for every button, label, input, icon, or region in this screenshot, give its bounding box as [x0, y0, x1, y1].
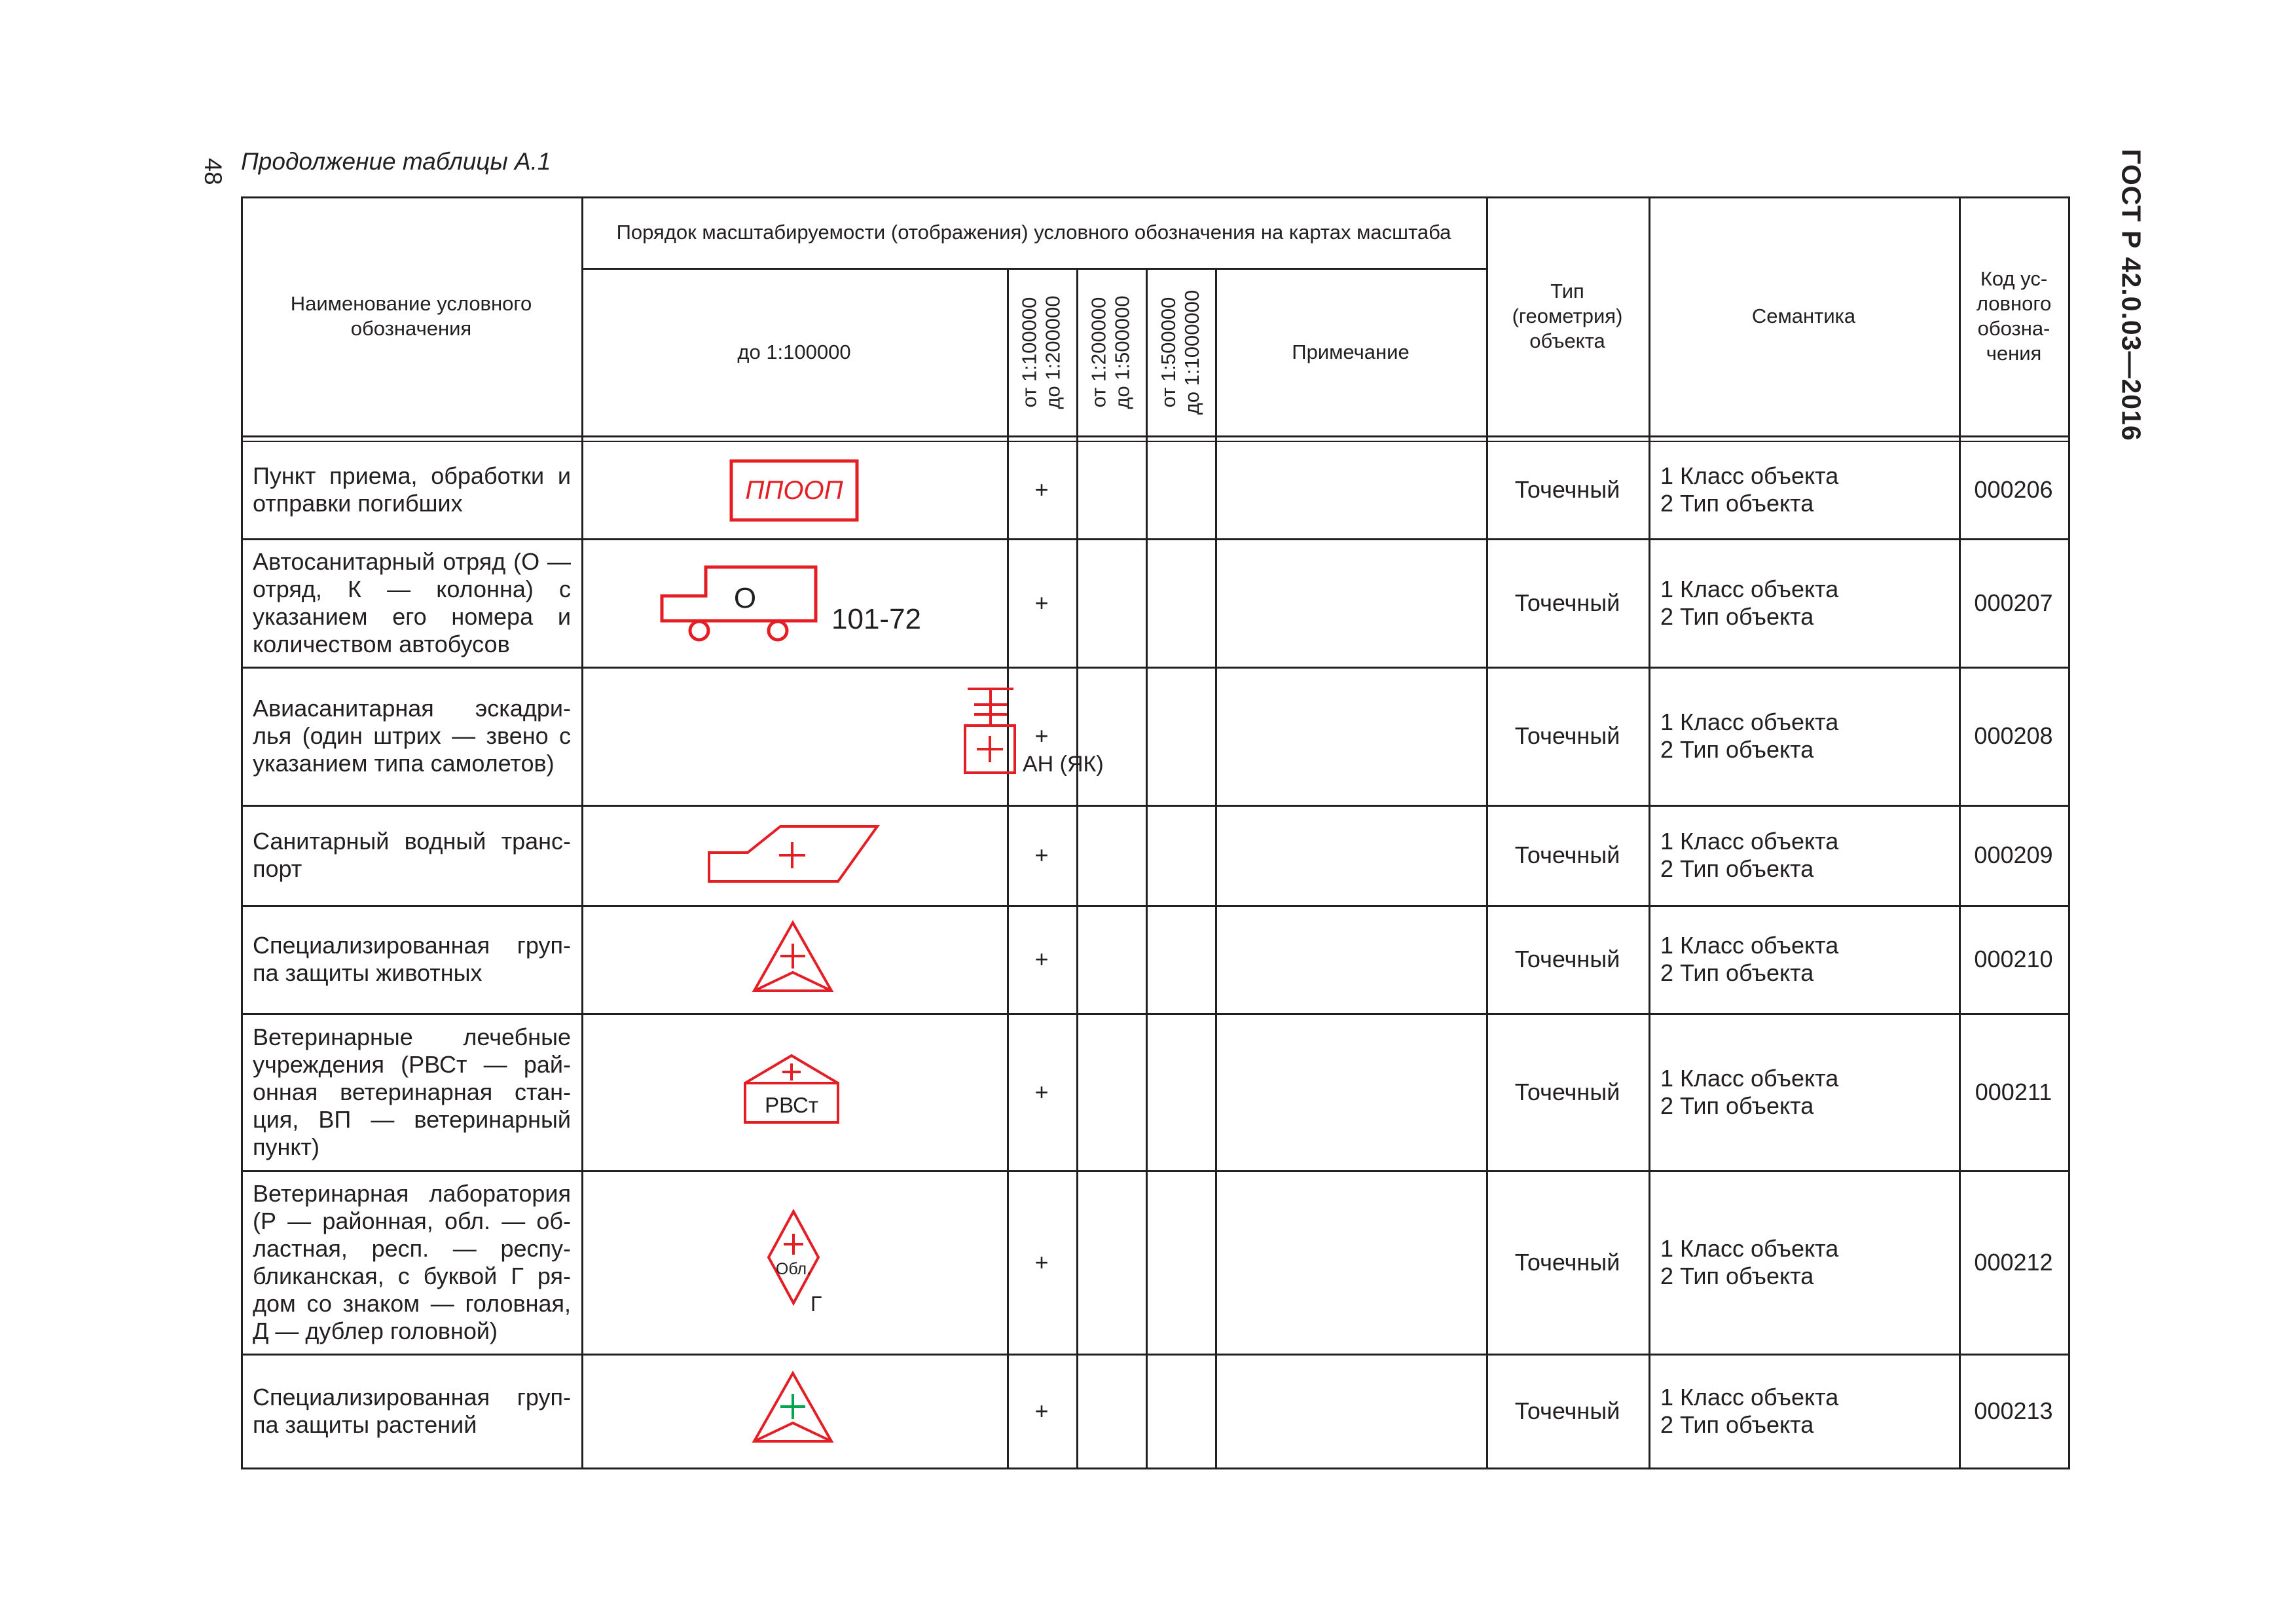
row-mark: + — [1034, 476, 1049, 503]
symbol-label: О — [733, 582, 757, 614]
row-semantics: 1 Класс объекта 2 Тип объекта — [1660, 1383, 1839, 1438]
bus-icon — [660, 563, 935, 648]
row-semantics: 1 Класс объекта 2 Тип объекта — [1660, 1234, 1839, 1289]
triangle-cross-icon — [752, 920, 834, 993]
row-code: 000209 — [1974, 841, 2053, 868]
row-type: Точечный — [1514, 946, 1620, 972]
header-scale-3: от 1:200000 до 1:500000 — [1087, 295, 1134, 409]
row-name: Специализированная груп-па защиты животных — [253, 932, 571, 986]
header-scale-1: до 1:100000 — [737, 341, 851, 363]
row-mark: + — [1034, 722, 1049, 749]
diamond-lab-icon — [766, 1209, 838, 1319]
symbol-label: РВСт — [765, 1093, 818, 1117]
header-note: Примечание — [1292, 341, 1410, 363]
row-type: Точечный — [1514, 841, 1620, 868]
row-type: Точечный — [1514, 1397, 1620, 1424]
row-mark: + — [1034, 841, 1049, 868]
standard-code-text: ГОСТ Р 42.0.03—2016 — [2116, 148, 2147, 441]
symbols-table — [241, 196, 2070, 1469]
header-scale-2: от 1:100000 до 1:200000 — [1018, 295, 1065, 409]
water-transport-icon — [707, 824, 880, 884]
row-semantics: 1 Класс объекта 2 Тип объекта — [1660, 462, 1839, 517]
symbol-label: ППООП — [745, 476, 843, 505]
page-number: 48 — [200, 158, 227, 185]
row-name: Специализированная груп-па защиты растений — [253, 1383, 571, 1438]
row-type: Точечный — [1514, 476, 1620, 503]
row-code: 000207 — [1974, 589, 2053, 616]
symbol-suffix: Г — [811, 1292, 822, 1316]
standard-code — [2102, 124, 2160, 465]
symbol-label: АН (ЯК) — [1023, 752, 1104, 777]
row-type: Точечный — [1514, 722, 1620, 749]
symbol-number: 101-72 — [831, 603, 922, 635]
row-name: Авиасанитарная эскадри-лья (один штрих — звено с указанием типа самолетов) — [253, 695, 571, 777]
row-semantics: 1 Класс объекта 2 Тип объекта — [1660, 828, 1839, 882]
vet-station-icon — [743, 1053, 840, 1125]
symbol-ppoop — [730, 460, 858, 521]
row-type: Точечный — [1514, 1248, 1620, 1276]
row-semantics: 1 Класс объекта 2 Тип объекта — [1660, 932, 1839, 986]
header-semantics: Семантика — [1751, 304, 1856, 327]
row-code: 000210 — [1974, 946, 2053, 972]
triangle-green-cross-icon — [752, 1371, 834, 1444]
row-mark: + — [1034, 946, 1049, 972]
row-name: Ветеринарные лечебные учреждения (РВСт — рай-онная ветеринарная стан-ция, ВП — ветеринарный пункт) — [253, 1023, 571, 1160]
row-semantics: 1 Класс объекта 2 Тип объекта — [1660, 1064, 1839, 1119]
row-name: Пункт приема, обработки и отправки погибших — [253, 462, 571, 517]
air-medical-icon — [961, 685, 1118, 793]
row-code: 000206 — [1974, 476, 2053, 503]
header-scale-4: от 1:500000 до 1:1000000 — [1157, 289, 1204, 415]
row-name: Ветеринарная лаборатория (Р — районная, обл. — об-ластная, респ. — респу-бликанская, с буквой Г ря-дом со знаком — головная, Д — дублер головной) — [253, 1179, 571, 1344]
row-code: 000213 — [1974, 1397, 2053, 1424]
row-code: 000211 — [1975, 1078, 2052, 1105]
row-type: Точечный — [1514, 1078, 1620, 1105]
header-scale-group: Порядок масштабируемости (отображения) условного обозначения на картах масштаба — [616, 221, 1451, 244]
header-code: Код ус-ловного обозна-чения — [1976, 267, 2052, 365]
row-semantics: 1 Класс объекта 2 Тип объекта — [1660, 575, 1839, 630]
row-type: Точечный — [1514, 589, 1620, 616]
row-code: 000212 — [1974, 1248, 2053, 1276]
row-semantics: 1 Класс объекта 2 Тип объекта — [1660, 709, 1839, 763]
header-type: Тип (геометрия) объекта — [1512, 280, 1623, 352]
table-caption: Продолжение таблицы А.1 — [241, 148, 551, 175]
row-code: 000208 — [1974, 722, 2053, 749]
row-name: Автосанитарный отряд (О — отряд, К — колонна) с указанием его номера и количеством автобусов — [253, 547, 571, 657]
symbol-label: Обл. — [775, 1260, 812, 1278]
row-mark: + — [1034, 1397, 1049, 1424]
header-name: Наименование условного обозначения — [290, 292, 532, 340]
row-mark: + — [1034, 1248, 1049, 1276]
row-name: Санитарный водный транс-порт — [253, 828, 571, 882]
row-mark: + — [1034, 589, 1049, 616]
row-mark: + — [1034, 1078, 1049, 1105]
